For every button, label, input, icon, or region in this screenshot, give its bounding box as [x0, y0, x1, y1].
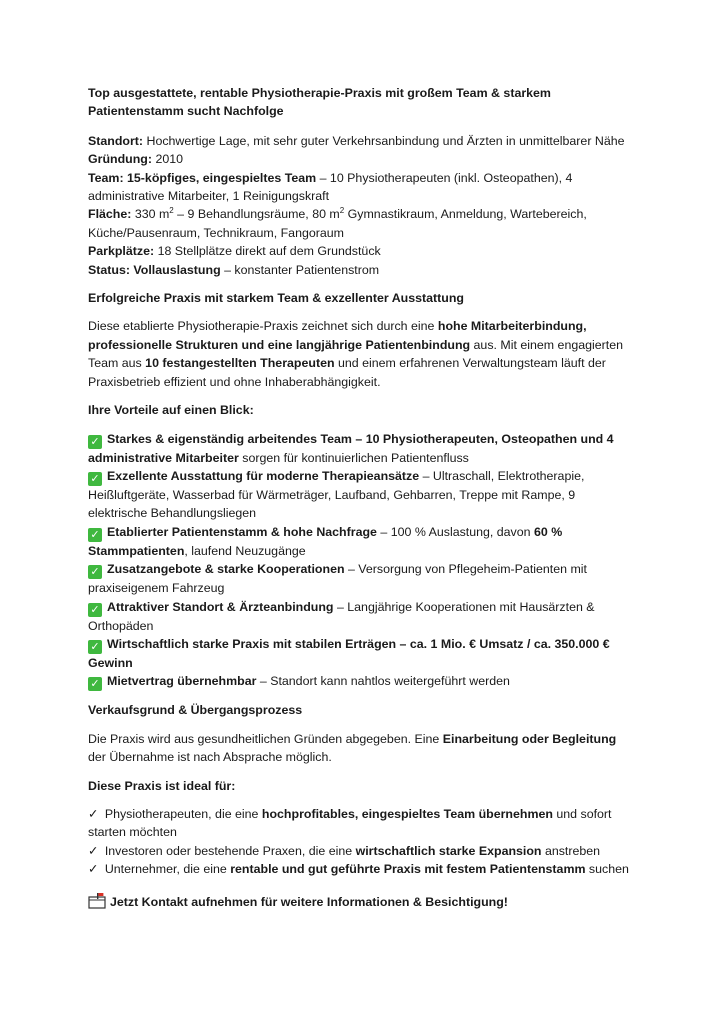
check-mark-icon: ✓	[88, 472, 102, 486]
text-run: – Ultraschall, Elektrotherapie, Heißluftgeräte, Wasserbad für Wärmeträger, Laufband, Gehbarren, Treppe mit Rampe, 9 elektrische Behandlungsliegen	[88, 468, 585, 521]
list-item	[88, 635, 636, 672]
check-mark-icon: ✓	[88, 565, 102, 579]
cta-text: Jetzt Kontakt aufnehmen für weitere Informationen & Besichtigung!	[110, 894, 508, 909]
spec-label: Status: Vollauslastung	[88, 262, 221, 277]
list-item	[88, 860, 636, 878]
text-run: – 100 % Auslastung, davon	[376, 524, 534, 539]
text-run: aus. Mit einem engagierten Team aus	[88, 337, 623, 371]
tick-icon: ✓	[88, 843, 99, 858]
check-mark-icon: ✓	[88, 528, 102, 542]
list-item	[88, 523, 636, 560]
spec-value: – konstanter Patientenstrom	[220, 262, 380, 277]
spec-flaeche	[88, 205, 636, 242]
bold-run: 60 % Stammpatienten	[88, 524, 563, 558]
section-paragraph-verkaufsgrund	[88, 730, 636, 767]
text-run: , laufend Neuzugänge	[184, 543, 306, 558]
tick-icon: ✓	[88, 862, 99, 877]
spec-status	[88, 261, 636, 279]
spec-standort	[88, 132, 636, 150]
spec-label: Standort:	[88, 133, 144, 148]
spec-value: Hochwertige Lage, mit sehr guter Verkehrsanbindung und Ärzten in unmittelbarer Nähe	[143, 133, 625, 148]
section-heading-ideal: Diese Praxis ist ideal für:	[88, 778, 236, 793]
list-item	[88, 842, 636, 860]
spec-value: Gymnastikraum, Anmeldung, Wartebereich, Küche/Pausenraum, Technikraum, Fangoraum	[88, 207, 587, 240]
list-item	[88, 560, 636, 597]
bold-run: wirtschaftlich starke Expansion	[355, 843, 542, 858]
text-run: sorgen für kontinuierlichen Patientenfluss	[238, 450, 469, 465]
text-run: Physiotherapeuten, die eine	[101, 806, 262, 821]
list-item	[88, 672, 636, 691]
spec-label: Team: 15-köpfiges, eingespieltes Team	[88, 170, 317, 185]
bold-run: Zusatzangebote & starke Kooperationen	[107, 562, 345, 577]
list-item	[88, 805, 636, 842]
spec-label: Parkplätze:	[88, 244, 155, 259]
spec-value: – 10 Physiotherapeuten (inkl. Osteopathen), 4 administrative Mitarbeiter, 1 Reinigungskraft	[88, 170, 573, 204]
bold-run: rentable und gut geführte Praxis mit festem Patientenstamm	[230, 862, 586, 877]
text-run: anstreben	[541, 843, 601, 858]
text-run: und einem erfahrenen Verwaltungsteam läuft der Praxisbetrieb effizient und ohne Inhaberabhängigkeit.	[88, 356, 606, 389]
document-content	[88, 84, 636, 914]
bold-run: 10 festangestellten Therapeuten	[145, 356, 335, 371]
spec-gruendung	[88, 150, 636, 168]
spec-value: 18 Stellplätze direkt auf dem Grundstück	[154, 244, 381, 259]
bold-run: Etablierter Patientenstamm & hohe Nachfrage	[107, 524, 377, 539]
spec-team	[88, 169, 636, 206]
list-item	[88, 467, 636, 523]
check-mark-icon: ✓	[88, 435, 102, 449]
superscript: 2	[339, 206, 345, 216]
text-run: und sofort starten möchten	[88, 806, 612, 840]
text-run: – Versorgung von Pflegeheim-Patienten mit praxiseigenem Fahrzeug	[88, 562, 587, 596]
spec-parkplaetze	[88, 242, 636, 260]
bold-run: Einarbeitung oder Begleitung	[442, 731, 617, 746]
section-paragraph-praxis	[88, 317, 636, 391]
contact-call-to-action	[88, 893, 636, 914]
text-run: – Standort kann nahtlos weitergeführt werden	[256, 674, 510, 689]
bold-run: hochprofitables, eingespieltes Team übernehmen	[261, 806, 553, 821]
spec-value: 2010	[152, 152, 184, 167]
text-run: Die Praxis wird aus gesundheitlichen Gründen abgegeben. Eine	[88, 731, 443, 746]
spec-label: Fläche:	[88, 207, 132, 222]
document-title: Top ausgestattete, rentable Physiotherapie-Praxis mit großem Team & starkem Patientenstamm sucht Nachfolge	[88, 86, 551, 119]
text-run: Unternehmer, die eine	[101, 862, 231, 877]
list-item	[88, 598, 636, 635]
list-item	[88, 430, 636, 467]
section-heading-verkaufsgrund: Verkaufsgrund & Übergangsprozess	[88, 703, 303, 718]
check-mark-icon: ✓	[88, 677, 102, 691]
bold-run: hohe Mitarbeiterbindung, professionelle Strukturen und eine langjährige Patientenbindung	[88, 319, 587, 352]
text-run: Investoren oder bestehende Praxen, die eine	[101, 843, 356, 858]
spec-value: 330 m	[131, 207, 170, 222]
tick-icon: ✓	[88, 806, 99, 821]
check-mark-icon: ✓	[88, 603, 102, 617]
section-heading-vorteile: Ihre Vorteile auf einen Blick:	[88, 403, 254, 418]
mailbox-icon	[88, 893, 106, 914]
bold-run: Starkes & eigenständig arbeitendes Team – 10 Physiotherapeuten, Osteopathen und 4 administrative Mitarbeiter	[88, 431, 614, 465]
bold-run: Exzellente Ausstattung für moderne Therapieansätze	[107, 468, 420, 483]
text-run: der Übernahme ist nach Absprache möglich.	[88, 750, 332, 765]
bold-run: Wirtschaftlich starke Praxis mit stabilen Erträgen – ca. 1 Mio. € Umsatz / ca. 350.000 € Gewinn	[88, 636, 610, 670]
bold-run: Attraktiver Standort & Ärzteanbindung	[107, 599, 334, 614]
bold-run: Mietvertrag übernehmbar	[107, 674, 257, 689]
text-run: – Langjährige Kooperationen mit Hausärzten & Orthopäden	[88, 599, 595, 633]
section-heading-praxis: Erfolgreiche Praxis mit starkem Team & exzellenter Ausstattung	[88, 291, 464, 306]
spec-label: Gründung:	[88, 152, 152, 167]
superscript: 2	[169, 206, 174, 216]
spec-value: – 9 Behandlungsräume, 80 m	[173, 207, 340, 222]
text-run: suchen	[585, 862, 629, 877]
check-mark-icon: ✓	[88, 640, 102, 654]
text-run: Diese etablierte Physiotherapie-Praxis zeichnet sich durch eine	[88, 319, 438, 334]
